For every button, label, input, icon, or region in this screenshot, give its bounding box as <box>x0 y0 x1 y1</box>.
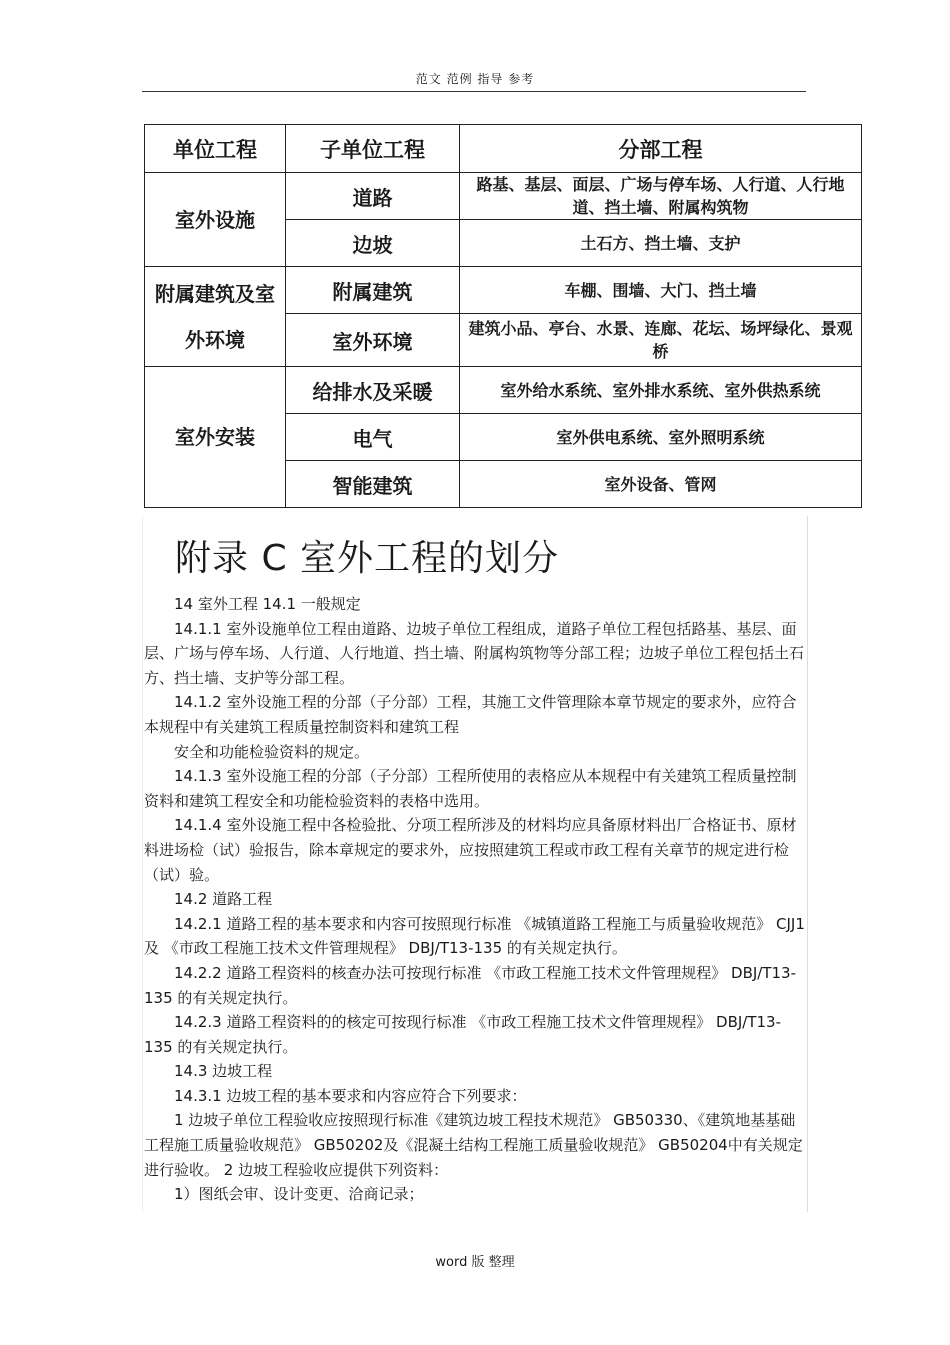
unit-cell: 室外安装 <box>145 367 286 508</box>
paragraph: 14.1.4 室外设施工程中各检验批、分项工程所涉及的材料均应具备原材料出厂合格证书、原材料进场检（试）验报告，除本章规定的要求外，应按照建筑工程或市政工程有关章节的规定进行检（试）验。 <box>144 816 797 884</box>
paragraph: 14.2.2 道路工程资料的核查办法可按现行标准 《市政工程施工技术文件管理规程》 DBJ/T13-135 的有关规定执行。 <box>144 963 796 1007</box>
table-row <box>145 267 862 314</box>
paragraph: 1）图纸会审、设计变更、洽商记录； <box>174 1185 424 1204</box>
table-header-row <box>145 125 862 173</box>
table-row <box>145 173 862 220</box>
paragraph: 安全和功能检验资料的规定。 <box>174 742 370 761</box>
sub-unit-cell: 室外环境 <box>286 314 460 367</box>
header-rule <box>142 91 806 92</box>
part-cell: 室外给水系统、室外排水系统、室外供热系统 <box>460 367 862 414</box>
part-cell: 车棚、围墙、大门、挡土墙 <box>460 267 862 314</box>
paragraph: 14.3 边坡工程 <box>174 1062 273 1081</box>
part-cell: 室外供电系统、室外照明系统 <box>460 414 862 461</box>
table-row <box>145 367 862 414</box>
paragraph: 1 边坡子单位工程验收应按照现行标准《建筑边坡工程技术规范》 GB50330、《建筑地基基础工程施工质量验收规范》 GB50202及《混凝土结构工程施工质量验收规范》 GB50204中有关规定进行验收。 2 边坡工程验收应提供下列资料： <box>144 1111 803 1179</box>
unit-cell: 附属建筑及室外环境 <box>145 267 286 367</box>
division-table <box>144 124 862 508</box>
part-cell: 室外设备、管网 <box>460 461 862 508</box>
header-part: 分部工程 <box>460 125 862 173</box>
page-footer: word 版 整理 <box>435 1255 515 1270</box>
paragraph: 14.2 道路工程 <box>174 890 273 909</box>
header-sub-unit: 子单位工程 <box>286 125 460 173</box>
appendix-title: 附录 C 室外工程的划分 <box>175 538 560 579</box>
page-header: 范文 范例 指导 参考 <box>415 72 535 86</box>
paragraph: 14.1.2 室外设施工程的分部（子分部）工程，其施工文件管理除本章节规定的要求外，应符合本规程中有关建筑工程质量控制资料和建筑工程 <box>144 693 797 736</box>
paragraph: 14.2.3 道路工程资料的的核定可按现行标准 《市政工程施工技术文件管理规程》 DBJ/T13-135 的有关规定执行。 <box>144 1013 781 1056</box>
sub-unit-cell: 道路 <box>286 173 460 220</box>
paragraph: 14.1.1 室外设施单位工程由道路、边坡子单位工程组成，道路子单位工程包括路基、基层、面层、广场与停车场、人行道、人行地道、挡土墙、附属构筑物等分部工程；边坡子单位工程包括土石方、挡土墙、支护等分部工程。 <box>144 619 805 687</box>
part-cell: 建筑小品、亭台、水景、连廊、花坛、场坪绿化、景观桥 <box>460 314 862 367</box>
sub-unit-cell: 附属建筑 <box>286 267 460 314</box>
sub-unit-cell: 智能建筑 <box>286 461 460 508</box>
paragraph: 14 室外工程 14.1 一般规定 <box>174 595 361 613</box>
unit-cell: 室外设施 <box>145 173 286 267</box>
paragraph: 14.2.1 道路工程的基本要求和内容可按照现行标准 《城镇道路工程施工与质量验收规范》 CJJ1 及 《市政工程施工技术文件管理规程》 DBJ/T13-135 的有关规定执行。 <box>144 914 805 958</box>
part-cell: 土石方、挡土墙、支护 <box>460 220 862 267</box>
sub-unit-cell: 给排水及采暖 <box>286 367 460 414</box>
header-unit: 单位工程 <box>145 125 286 173</box>
sub-unit-cell: 边坡 <box>286 220 460 267</box>
paragraph: 14.3.1 边坡工程的基本要求和内容应符合下列要求： <box>174 1086 527 1105</box>
sub-unit-cell: 电气 <box>286 414 460 461</box>
part-cell: 路基、基层、面层、广场与停车场、人行道、人行地道、挡土墙、附属构筑物 <box>460 173 862 220</box>
body-text <box>144 592 806 1207</box>
paragraph: 14.1.3 室外设施工程的分部（子分部）工程所使用的表格应从本规程中有关建筑工程质量控制资料和建筑工程安全和功能检验资料的表格中选用。 <box>144 767 797 810</box>
